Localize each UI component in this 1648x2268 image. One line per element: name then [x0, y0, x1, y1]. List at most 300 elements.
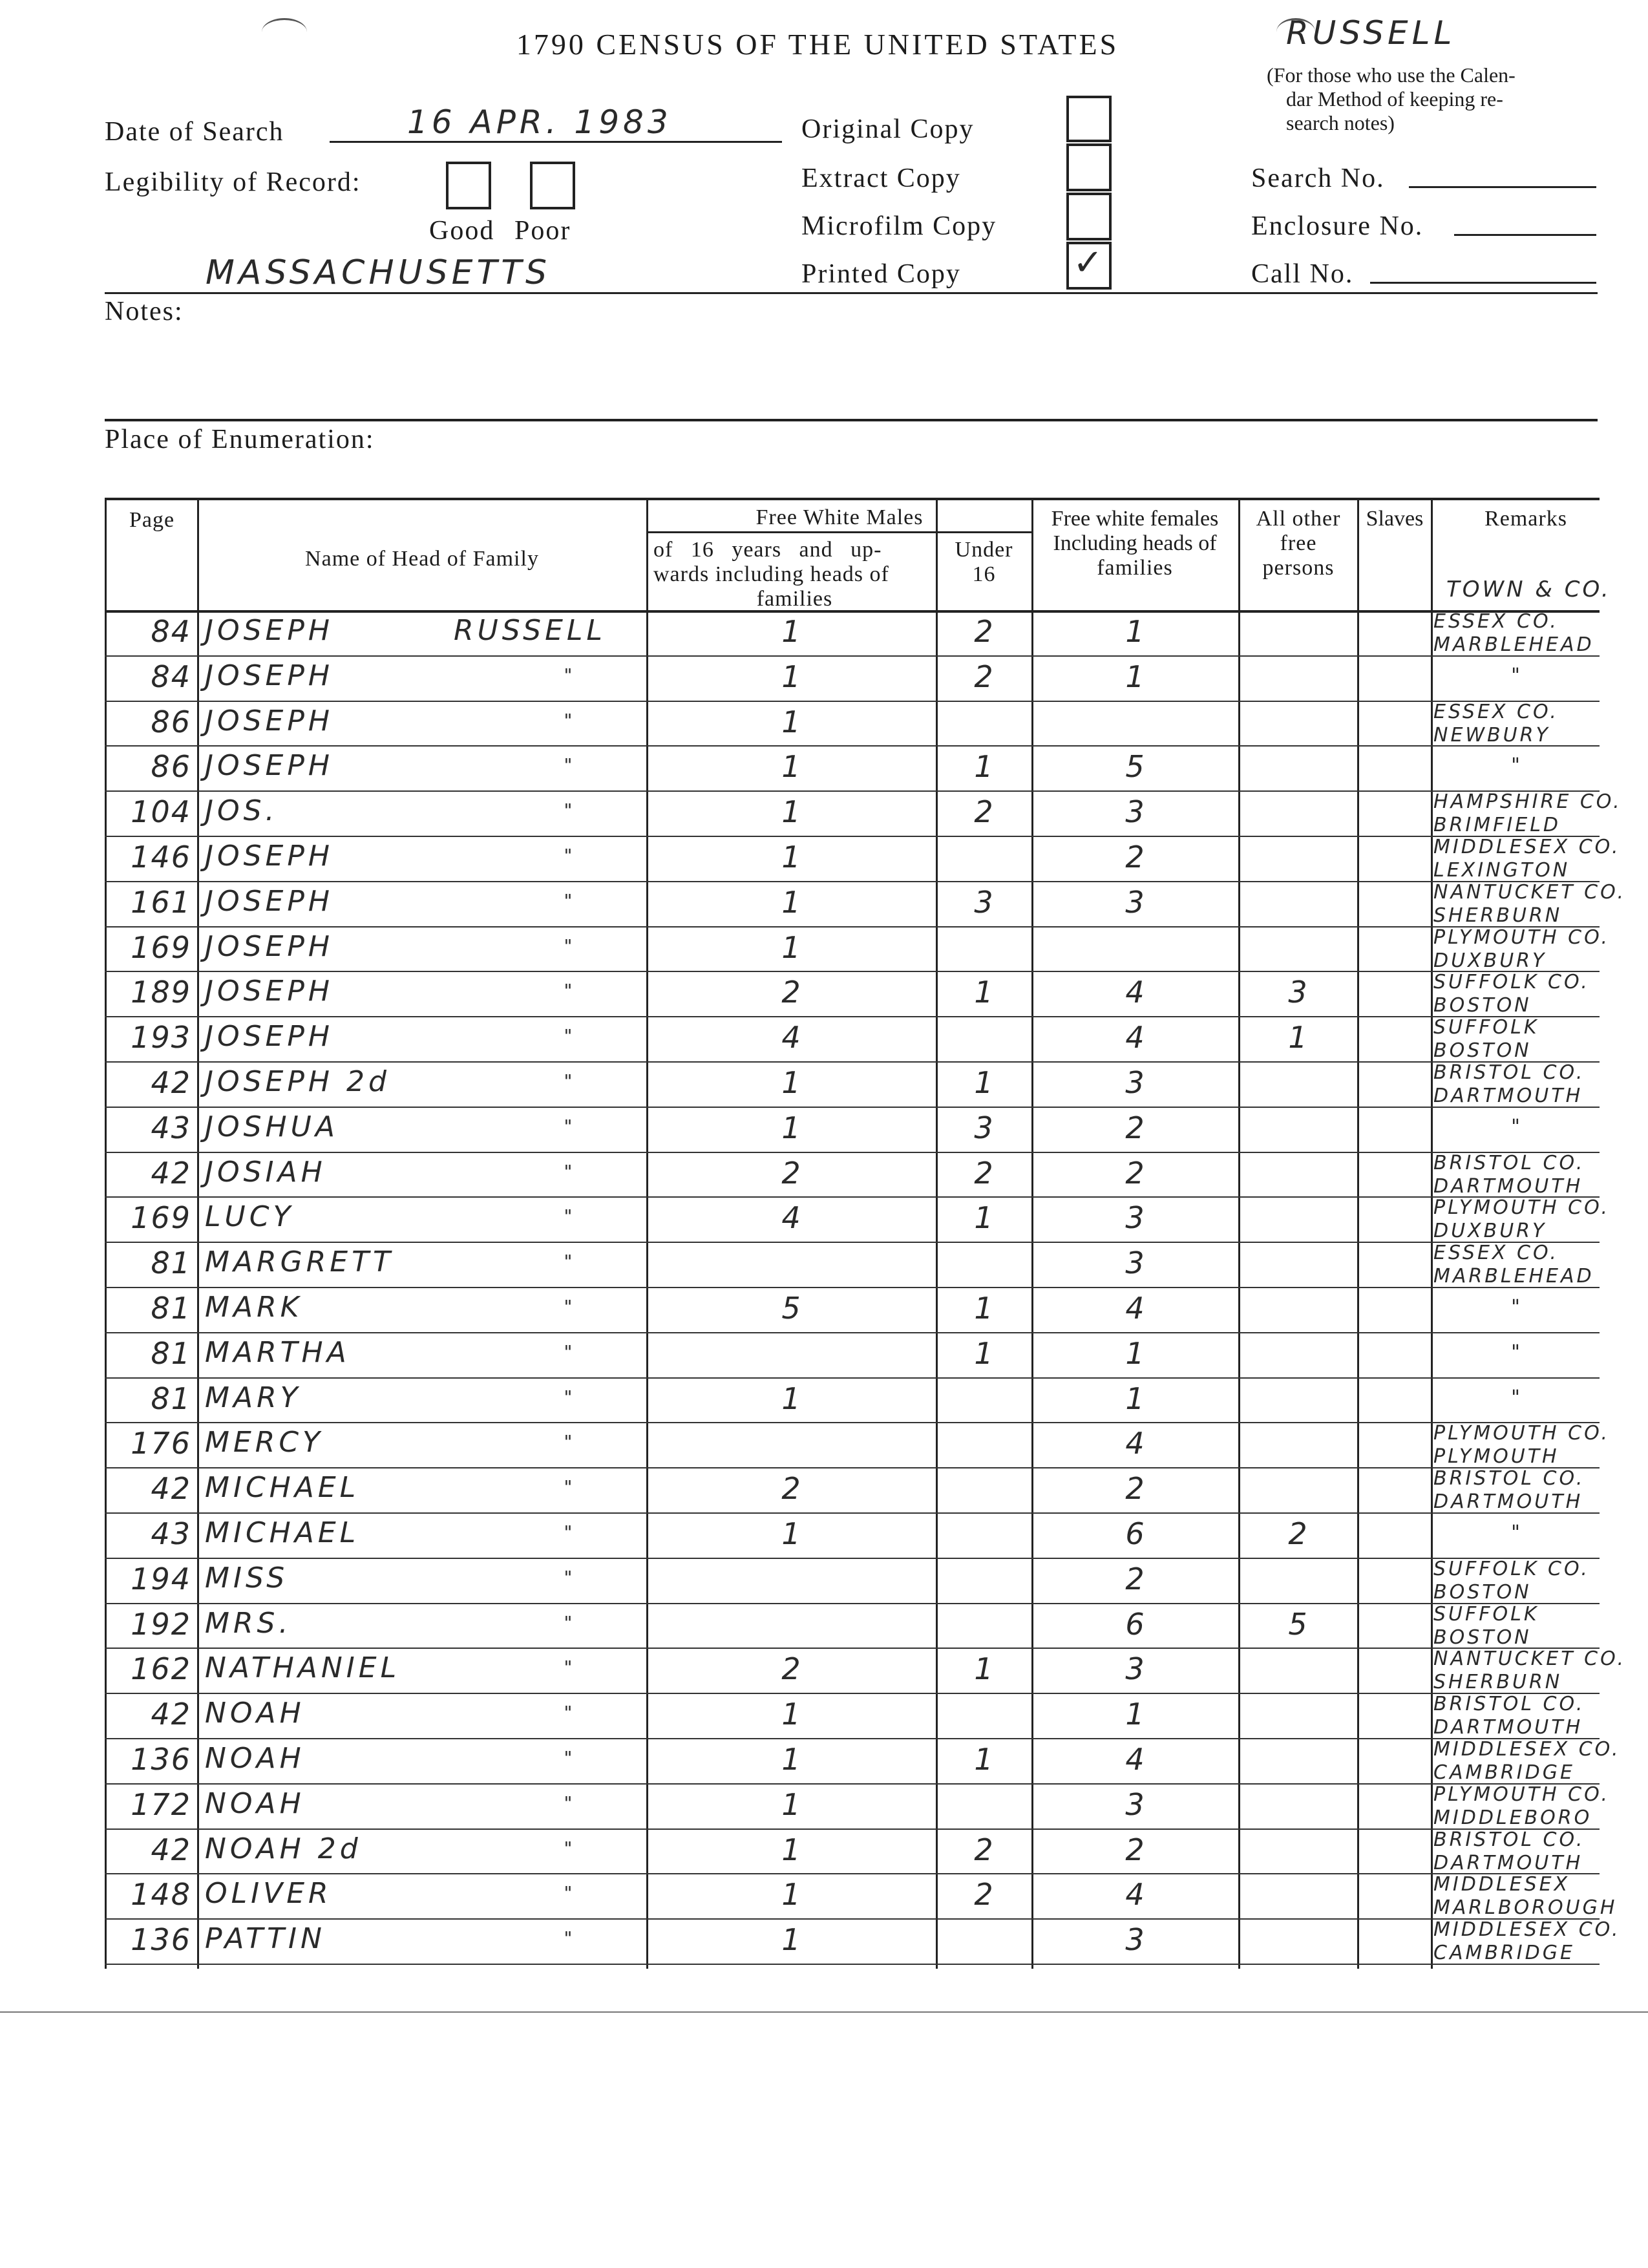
free-white-females: 3 [1125, 1787, 1145, 1822]
remarks-town: DARTMOUTH [1433, 1085, 1583, 1107]
free-white-females: 3 [1125, 885, 1145, 920]
state-handwritten: MASSACHUSETTS [206, 253, 551, 292]
head-of-family-name: JOSEPH [205, 614, 333, 647]
remarks-town: SHERBURN [1433, 904, 1563, 927]
head-of-family-name: JOSEPH [205, 1020, 333, 1053]
remarks-cell [1433, 1386, 1600, 1410]
page-number: 84 [151, 659, 191, 694]
remarks-county: BRISTOL CO. [1433, 1828, 1585, 1851]
ditto-mark: " [564, 1476, 576, 1498]
ditto-mark: " [564, 1838, 576, 1859]
males-16-and-up: 1 [781, 1697, 801, 1732]
page-number: 42 [151, 1156, 191, 1191]
head-of-family-name: MICHAEL [205, 1471, 360, 1504]
remarks-cell [1433, 754, 1600, 778]
table-row [105, 1603, 1600, 1648]
males-under-16: 2 [974, 1832, 993, 1867]
remarks-county: " [1511, 1386, 1523, 1409]
head-of-family-name: JOSEPH [205, 840, 333, 873]
table-row [105, 1512, 1600, 1558]
remarks-cell [1433, 701, 1600, 747]
table-row [105, 1918, 1621, 1964]
ditto-mark: " [564, 1251, 576, 1272]
remarks-county: MIDDLESEX [1433, 1873, 1570, 1896]
males-16-and-up: 2 [781, 1156, 801, 1191]
head-of-family-name: JOSEPH [205, 885, 333, 918]
head-of-family-name: JOSEPH [205, 930, 333, 963]
remarks-cell [1433, 1558, 1600, 1604]
males-under-16: 1 [974, 1651, 993, 1686]
head-of-family-name: MARTHA [205, 1336, 350, 1369]
all-other-free-persons: 2 [1288, 1516, 1307, 1551]
remarks-town: DARTMOUTH [1433, 1490, 1583, 1513]
free-white-females: 2 [1125, 840, 1145, 874]
head-of-family-name: MARGRETT [205, 1245, 394, 1278]
males-16-and-up: 1 [781, 1832, 801, 1867]
remarks-cell [1433, 881, 1627, 927]
free-white-females: 2 [1125, 1156, 1145, 1191]
table-row [105, 1648, 1627, 1693]
remarks-cell [1433, 971, 1600, 1017]
males-16-and-up: 1 [781, 1110, 801, 1145]
free-white-females: 3 [1125, 1922, 1145, 1957]
remarks-town: LEXINGTON [1433, 859, 1570, 882]
table-row [105, 1828, 1600, 1874]
head-of-family-name: JOSEPH [205, 749, 333, 782]
table-row [105, 1873, 1618, 1919]
remarks-county: SUFFOLK CO. [1433, 971, 1590, 993]
table-row [105, 701, 1600, 746]
table-row [105, 1693, 1600, 1738]
header-slaves: Slaves [1366, 507, 1424, 531]
males-under-16: 1 [974, 1065, 993, 1100]
remarks-county: " [1511, 1341, 1523, 1364]
remarks-town: DARTMOUTH [1433, 1852, 1583, 1874]
males-16-and-up: 1 [781, 1516, 801, 1551]
remarks-county: " [1511, 754, 1523, 777]
table-row [105, 971, 1600, 1016]
header-remarks-handwritten: TOWN & CO. [1446, 577, 1611, 602]
original-copy-label: Original Copy [801, 114, 975, 144]
head-of-family-name: NATHANIEL [205, 1651, 401, 1684]
remarks-town: SHERBURN [1433, 1671, 1563, 1693]
page-number: 42 [151, 1697, 191, 1732]
remarks-cell [1433, 790, 1622, 837]
remarks-town: DARTMOUTH [1433, 1716, 1583, 1739]
remarks-county: SUFFOLK [1433, 1603, 1539, 1626]
head-of-family-name: JOSEPH [205, 975, 333, 1008]
males-16-and-up: 1 [781, 840, 801, 874]
remarks-cell [1433, 926, 1611, 973]
all-other-free-persons: 1 [1288, 1020, 1307, 1055]
head-of-family-name: JOSEPH 2d [205, 1065, 390, 1098]
free-white-females: 2 [1125, 1832, 1145, 1867]
page-number: 162 [131, 1651, 191, 1686]
page-number: 81 [151, 1245, 191, 1280]
remarks-town: MARBLEHEAD [1433, 633, 1594, 656]
header-males-under-16: Under 16 [955, 538, 1013, 586]
males-16-and-up: 1 [781, 1742, 801, 1777]
males-16-and-up: 2 [781, 1471, 801, 1506]
remarks-county: BRISTOL CO. [1433, 1061, 1585, 1084]
page-number: 43 [151, 1110, 191, 1145]
free-white-females: 1 [1125, 659, 1145, 694]
remarks-cell [1433, 1016, 1600, 1063]
remarks-cell [1433, 1738, 1621, 1785]
males-under-16: 1 [974, 749, 993, 784]
remarks-county: " [1511, 1296, 1523, 1319]
ditto-mark: " [564, 1567, 576, 1588]
free-white-females: 2 [1125, 1471, 1145, 1506]
table-row [105, 836, 1621, 882]
free-white-females: 6 [1125, 1607, 1145, 1642]
remarks-county: BRISTOL CO. [1433, 1467, 1585, 1490]
page-number: 104 [131, 794, 191, 829]
surname-handwritten: RUSSELL [1286, 14, 1456, 52]
remarks-town: BOSTON [1433, 1626, 1532, 1649]
printed-copy-label: Printed Copy [801, 259, 961, 289]
extract-copy-label: Extract Copy [801, 164, 961, 193]
males-under-16: 2 [974, 659, 993, 694]
free-white-females: 4 [1125, 1020, 1145, 1055]
table-row [105, 1738, 1621, 1784]
remarks-cell [1433, 1341, 1600, 1364]
header-remarks: Remarks [1484, 507, 1567, 531]
table-row [105, 1783, 1611, 1829]
table-row [105, 1467, 1600, 1512]
head-of-family-surname: RUSSELL [454, 614, 606, 647]
males-16-and-up: 1 [781, 1922, 801, 1957]
calendar-method-note: (For those who use the Calen- dar Method of keeping re- search notes) [1267, 63, 1516, 134]
ditto-mark: " [564, 1341, 576, 1362]
page-number: 84 [151, 614, 191, 649]
remarks-cell [1433, 836, 1621, 882]
table-top-rule [105, 498, 1600, 500]
males-16-and-up: 4 [781, 1020, 801, 1055]
males-16-and-up: 2 [781, 975, 801, 1010]
header-name: Name of Head of Family [305, 547, 539, 571]
remarks-county: NANTUCKET CO. [1433, 881, 1627, 904]
remarks-county: " [1511, 1116, 1523, 1138]
page-number: 81 [151, 1291, 191, 1326]
remarks-town: BOSTON [1433, 1039, 1532, 1062]
free-white-females: 3 [1125, 1651, 1145, 1686]
remarks-county: ESSEX CO. [1433, 610, 1559, 633]
males-group-rule [646, 531, 1031, 533]
remarks-county: MIDDLESEX CO. [1433, 1918, 1621, 1941]
ditto-mark: " [564, 1657, 576, 1678]
head-of-family-name: NOAH [205, 1787, 305, 1820]
head-of-family-name: JOSIAH [205, 1156, 326, 1189]
head-of-family-name: PATTIN [205, 1922, 326, 1955]
ditto-mark: " [564, 1792, 576, 1814]
page-number: 42 [151, 1065, 191, 1100]
remarks-county: PLYMOUTH CO. [1433, 926, 1611, 949]
remarks-county: ESSEX CO. [1433, 701, 1559, 723]
ditto-mark: " [564, 754, 576, 776]
date-of-search-label: Date of Search [105, 117, 284, 147]
ditto-mark: " [564, 800, 576, 821]
table-row [105, 610, 1600, 655]
remarks-cell [1433, 1296, 1600, 1319]
remarks-town: NEWBURY [1433, 724, 1550, 747]
head-of-family-name: OLIVER [205, 1877, 332, 1910]
table-row [105, 1196, 1611, 1242]
header-free-white-males: Free White Males [755, 505, 924, 529]
ditto-mark: " [564, 1702, 576, 1723]
remarks-town: PLYMOUTH [1433, 1445, 1559, 1468]
page-number: 136 [131, 1742, 191, 1777]
page-number: 42 [151, 1832, 191, 1867]
microfilm-copy-label: Microfilm Copy [801, 211, 997, 241]
males-under-16: 1 [974, 1200, 993, 1235]
remarks-town: DUXBURY [1433, 1220, 1547, 1242]
good-label: Good [429, 216, 495, 246]
table-row [105, 1287, 1600, 1332]
remarks-county: NANTUCKET CO. [1433, 1648, 1627, 1670]
remarks-county: MIDDLESEX CO. [1433, 1738, 1621, 1761]
head-of-family-name: LUCY [205, 1200, 295, 1233]
remarks-town: CAMBRIDGE [1433, 1942, 1575, 1964]
remarks-cell [1433, 1783, 1611, 1830]
males-under-16: 2 [974, 794, 993, 829]
page-number: 43 [151, 1516, 191, 1551]
remarks-cell [1433, 610, 1600, 657]
free-white-females: 1 [1125, 1336, 1145, 1371]
table-row [105, 1242, 1600, 1287]
ditto-mark: " [564, 890, 576, 911]
males-under-16: 2 [974, 1156, 993, 1191]
free-white-females: 3 [1125, 794, 1145, 829]
legibility-label: Legibility of Record: [105, 167, 361, 197]
head-of-family-name: MICHAEL [205, 1516, 360, 1549]
remarks-cell [1433, 1648, 1627, 1694]
remarks-town: BOSTON [1433, 994, 1532, 1017]
head-of-family-name: JOSHUA [205, 1110, 339, 1143]
page-number: 81 [151, 1336, 191, 1371]
males-16-and-up: 1 [781, 705, 801, 739]
page-number: 136 [131, 1922, 191, 1957]
males-16-and-up: 1 [781, 885, 801, 920]
free-white-females: 1 [1125, 614, 1145, 649]
page-number: 194 [131, 1562, 191, 1596]
table-row [105, 745, 1600, 790]
remarks-cell [1433, 1521, 1600, 1545]
page-number: 146 [131, 840, 191, 874]
males-16-and-up: 1 [781, 749, 801, 784]
free-white-females: 4 [1125, 975, 1145, 1010]
check-mark-icon: ✓ [1073, 242, 1103, 284]
males-under-16: 1 [974, 1742, 993, 1777]
page-number: 86 [151, 749, 191, 784]
remarks-town: MARLBOROUGH [1433, 1896, 1618, 1919]
page-number: 193 [131, 1020, 191, 1055]
ditto-mark: " [564, 845, 576, 866]
ditto-mark: " [564, 1161, 576, 1182]
remarks-county: BRISTOL CO. [1433, 1152, 1585, 1174]
header-all-other-free: All other free persons [1256, 507, 1341, 580]
remarks-cell [1433, 664, 1600, 688]
ditto-mark: " [564, 1927, 576, 1949]
page-number: 192 [131, 1607, 191, 1642]
remarks-county: HAMPSHIRE CO. [1433, 790, 1622, 813]
remarks-cell [1433, 1422, 1611, 1468]
remarks-cell [1433, 1196, 1611, 1243]
page-number: 169 [131, 1200, 191, 1235]
remarks-town: CAMBRIDGE [1433, 1761, 1575, 1784]
search-no-label: Search No. [1251, 164, 1385, 193]
table-row [105, 790, 1622, 836]
males-under-16: 1 [974, 1336, 993, 1371]
table-row [105, 881, 1627, 927]
notes-label: Notes: [105, 297, 184, 326]
page-number: 169 [131, 930, 191, 965]
table-row [105, 1422, 1611, 1468]
page-number: 81 [151, 1381, 191, 1416]
table-row [105, 1332, 1600, 1377]
page-bottom-rule [0, 2011, 1648, 2013]
remarks-county: " [1511, 664, 1523, 687]
table-row [105, 1016, 1600, 1061]
free-white-females: 2 [1125, 1562, 1145, 1596]
remarks-cell [1433, 1467, 1600, 1514]
remarks-county: PLYMOUTH CO. [1433, 1783, 1611, 1806]
free-white-females: 1 [1125, 1697, 1145, 1732]
ditto-mark: " [564, 710, 576, 731]
remarks-cell [1433, 1116, 1600, 1139]
free-white-females: 3 [1125, 1245, 1145, 1280]
free-white-females: 1 [1125, 1381, 1145, 1416]
place-of-enumeration-label: Place of Enumeration: [105, 425, 375, 454]
table-row [105, 1377, 1600, 1423]
remarks-cell [1433, 1242, 1600, 1288]
free-white-females: 3 [1125, 1200, 1145, 1235]
all-other-free-persons: 5 [1288, 1607, 1307, 1642]
remarks-town: DUXBURY [1433, 949, 1547, 972]
remarks-cell [1433, 1918, 1621, 1965]
header-free-white-females: Free white females Including heads of families [1051, 507, 1219, 580]
head-of-family-name: JOSEPH [205, 705, 333, 737]
ditto-mark: " [564, 1431, 576, 1452]
remarks-cell [1433, 1603, 1600, 1649]
header-page: Page [129, 508, 175, 532]
ditto-mark: " [564, 1070, 576, 1092]
ditto-mark: " [564, 1386, 576, 1408]
free-white-females: 4 [1125, 1742, 1145, 1777]
poor-label: Poor [514, 216, 571, 246]
remarks-county: PLYMOUTH CO. [1433, 1196, 1611, 1219]
head-of-family-name: NOAH [205, 1742, 305, 1775]
free-white-females: 5 [1125, 749, 1145, 784]
table-row [105, 655, 1600, 701]
males-16-and-up: 4 [781, 1200, 801, 1235]
males-16-and-up: 1 [781, 659, 801, 694]
males-16-and-up: 5 [781, 1291, 801, 1326]
row-rule [105, 1964, 1600, 1965]
remarks-cell [1433, 1152, 1600, 1198]
remarks-county: " [1511, 1521, 1523, 1544]
table-row [105, 1558, 1600, 1603]
remarks-town: DARTMOUTH [1433, 1175, 1583, 1198]
free-white-females: 4 [1125, 1877, 1145, 1912]
table-row [105, 1107, 1600, 1152]
free-white-females: 3 [1125, 1065, 1145, 1100]
page-number: 42 [151, 1471, 191, 1506]
head-of-family-name: MARK [205, 1291, 303, 1324]
remarks-county: MIDDLESEX CO. [1433, 836, 1621, 858]
remarks-cell [1433, 1828, 1600, 1875]
header-males-16-up: of 16 years and up- wards including heads of families [653, 538, 889, 611]
form-title: 1790 CENSUS OF THE UNITED STATES [516, 28, 1119, 61]
males-under-16: 2 [974, 614, 993, 649]
page-number: 189 [131, 975, 191, 1010]
males-16-and-up: 2 [781, 1651, 801, 1686]
males-16-and-up: 1 [781, 1065, 801, 1100]
males-under-16: 1 [974, 1291, 993, 1326]
ditto-mark: " [564, 1612, 576, 1633]
enclosure-no-label: Enclosure No. [1251, 211, 1424, 241]
remarks-cell [1433, 1061, 1600, 1108]
remarks-town: BRIMFIELD [1433, 814, 1561, 836]
table-row [105, 926, 1611, 972]
page-number: 161 [131, 885, 191, 920]
males-16-and-up: 1 [781, 614, 801, 649]
remarks-county: ESSEX CO. [1433, 1242, 1559, 1264]
head-of-family-name: MERCY [205, 1426, 324, 1459]
remarks-county: SUFFOLK [1433, 1016, 1539, 1039]
ditto-mark: " [564, 664, 576, 686]
head-of-family-name: MARY [205, 1381, 302, 1414]
page-number: 176 [131, 1426, 191, 1461]
males-under-16: 2 [974, 1877, 993, 1912]
males-16-and-up: 1 [781, 1381, 801, 1416]
remarks-town: MARBLEHEAD [1433, 1265, 1594, 1288]
free-white-females: 6 [1125, 1516, 1145, 1551]
remarks-county: BRISTOL CO. [1433, 1693, 1585, 1715]
ditto-mark: " [564, 1521, 576, 1543]
ditto-mark: " [564, 935, 576, 957]
call-no-label: Call No. [1251, 259, 1354, 289]
head-of-family-name: NOAH 2d [205, 1832, 362, 1865]
remarks-town: MIDDLEBORO [1433, 1807, 1592, 1829]
table-row [105, 1152, 1600, 1197]
free-white-females: 4 [1125, 1426, 1145, 1461]
remarks-cell [1433, 1693, 1600, 1739]
males-16-and-up: 1 [781, 1877, 801, 1912]
all-other-free-persons: 3 [1288, 975, 1307, 1010]
ditto-mark: " [564, 980, 576, 1001]
males-under-16: 3 [974, 1110, 993, 1145]
page-number: 86 [151, 705, 191, 739]
ditto-mark: " [564, 1116, 576, 1137]
remarks-cell [1433, 1873, 1618, 1920]
ditto-mark: " [564, 1205, 576, 1227]
head-of-family-name: NOAH [205, 1697, 305, 1730]
remarks-county: SUFFOLK CO. [1433, 1558, 1590, 1580]
ditto-mark: " [564, 1747, 576, 1768]
males-under-16: 3 [974, 885, 993, 920]
head-of-family-name: MISS [205, 1562, 289, 1595]
remarks-county: PLYMOUTH CO. [1433, 1422, 1611, 1445]
page-number: 172 [131, 1787, 191, 1822]
ditto-mark: " [564, 1882, 576, 1903]
table-row [105, 1061, 1600, 1107]
head-of-family-name: JOS. [205, 794, 279, 827]
date-of-search-value[interactable]: 16 APR. 1983 [407, 103, 672, 141]
remarks-town: BOSTON [1433, 1581, 1532, 1604]
males-16-and-up: 1 [781, 930, 801, 965]
free-white-females: 2 [1125, 1110, 1145, 1145]
